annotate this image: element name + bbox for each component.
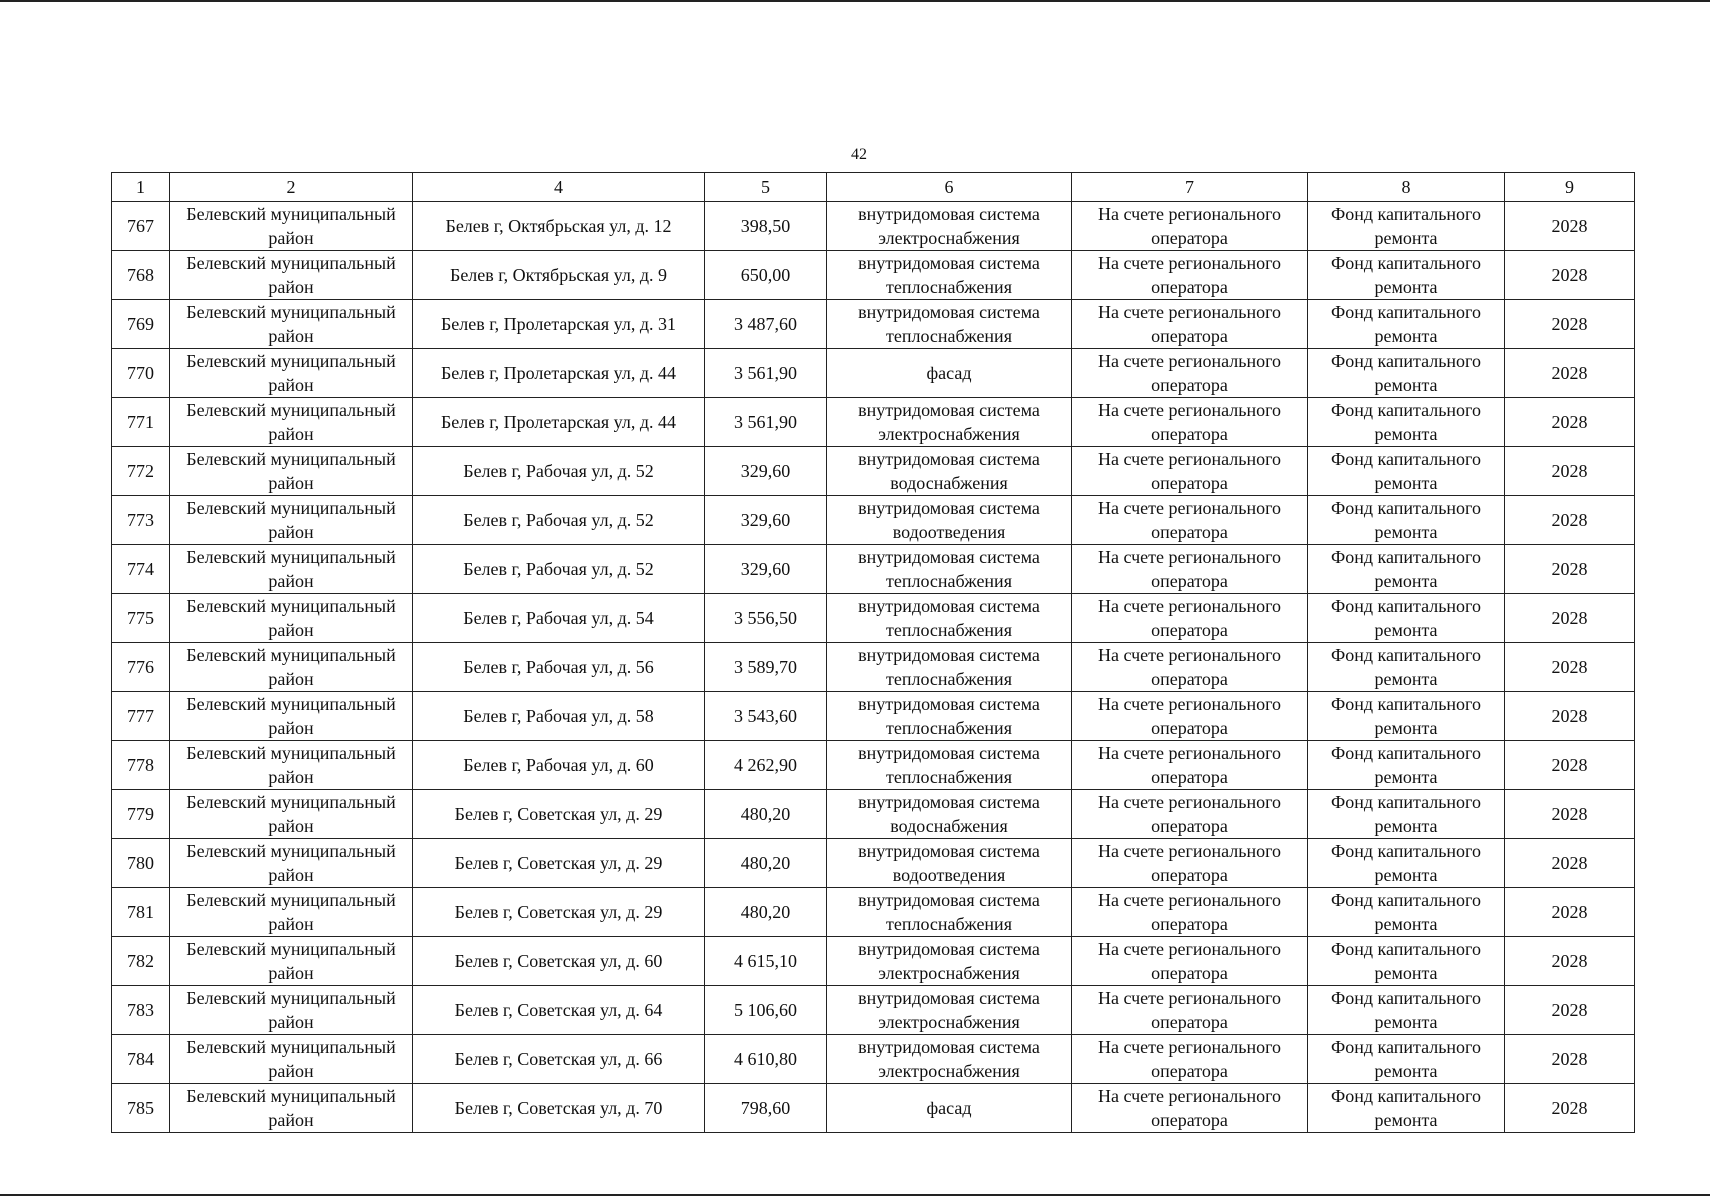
area-cell: 3 561,90	[705, 349, 827, 398]
repair-type-cell: внутридомовая система водоснабжения	[827, 447, 1072, 496]
row-number-cell: 770	[112, 349, 170, 398]
table-row	[112, 202, 1635, 251]
row-number-cell: 771	[112, 398, 170, 447]
funding-source-cell: Фонд капитального ремонта	[1308, 496, 1505, 545]
row-number-cell: 774	[112, 545, 170, 594]
district-cell: Белевский муниципальный район	[170, 349, 413, 398]
column-header-4: 4	[413, 173, 705, 202]
row-number-cell: 768	[112, 251, 170, 300]
top-border-line	[0, 0, 1710, 2]
funding-source-cell: Фонд капитального ремонта	[1308, 643, 1505, 692]
column-header-7: 7	[1072, 173, 1308, 202]
year-cell: 2028	[1505, 692, 1635, 741]
table-row	[112, 300, 1635, 349]
repair-type-cell: внутридомовая система водоотведения	[827, 839, 1072, 888]
repair-type-cell: внутридомовая система теплоснабжения	[827, 594, 1072, 643]
repair-type-cell: внутридомовая система водоснабжения	[827, 790, 1072, 839]
table-row	[112, 594, 1635, 643]
year-cell: 2028	[1505, 839, 1635, 888]
repair-type-cell: внутридомовая система электроснабжения	[827, 398, 1072, 447]
address-cell: Белев г, Пролетарская ул, д. 44	[413, 398, 705, 447]
area-cell: 3 487,60	[705, 300, 827, 349]
address-cell: Белев г, Советская ул, д. 64	[413, 986, 705, 1035]
repair-type-cell: внутридомовая система электроснабжения	[827, 1035, 1072, 1084]
account-method-cell: На счете регионального оператора	[1072, 545, 1308, 594]
address-cell: Белев г, Рабочая ул, д. 58	[413, 692, 705, 741]
account-method-cell: На счете регионального оператора	[1072, 888, 1308, 937]
repair-type-cell: внутридомовая система теплоснабжения	[827, 643, 1072, 692]
repair-type-cell: внутридомовая система теплоснабжения	[827, 545, 1072, 594]
column-header-1: 1	[112, 173, 170, 202]
row-number-cell: 784	[112, 1035, 170, 1084]
row-number-cell: 773	[112, 496, 170, 545]
area-cell: 398,50	[705, 202, 827, 251]
year-cell: 2028	[1505, 594, 1635, 643]
row-number-cell: 777	[112, 692, 170, 741]
repair-type-cell: внутридомовая система теплоснабжения	[827, 300, 1072, 349]
table-row	[112, 888, 1635, 937]
area-cell: 329,60	[705, 447, 827, 496]
repair-type-cell: внутридомовая система электроснабжения	[827, 986, 1072, 1035]
account-method-cell: На счете регионального оператора	[1072, 643, 1308, 692]
year-cell: 2028	[1505, 545, 1635, 594]
address-cell: Белев г, Советская ул, д. 66	[413, 1035, 705, 1084]
funding-source-cell: Фонд капитального ремонта	[1308, 545, 1505, 594]
area-cell: 650,00	[705, 251, 827, 300]
address-cell: Белев г, Советская ул, д. 29	[413, 839, 705, 888]
district-cell: Белевский муниципальный район	[170, 1035, 413, 1084]
funding-source-cell: Фонд капитального ремонта	[1308, 349, 1505, 398]
district-cell: Белевский муниципальный район	[170, 300, 413, 349]
funding-source-cell: Фонд капитального ремонта	[1308, 447, 1505, 496]
funding-source-cell: Фонд капитального ремонта	[1308, 790, 1505, 839]
repair-type-cell: внутридомовая система теплоснабжения	[827, 741, 1072, 790]
year-cell: 2028	[1505, 300, 1635, 349]
table-row	[112, 398, 1635, 447]
row-number-cell: 780	[112, 839, 170, 888]
table-row	[112, 349, 1635, 398]
repair-type-cell: внутридомовая система электроснабжения	[827, 937, 1072, 986]
repair-type-cell: внутридомовая система электроснабжения	[827, 202, 1072, 251]
area-cell: 4 610,80	[705, 1035, 827, 1084]
area-cell: 329,60	[705, 545, 827, 594]
account-method-cell: На счете регионального оператора	[1072, 790, 1308, 839]
table-row	[112, 839, 1635, 888]
repair-type-cell: внутридомовая система теплоснабжения	[827, 251, 1072, 300]
table-row	[112, 790, 1635, 839]
district-cell: Белевский муниципальный район	[170, 398, 413, 447]
year-cell: 2028	[1505, 986, 1635, 1035]
account-method-cell: На счете регионального оператора	[1072, 447, 1308, 496]
repair-type-cell: внутридомовая система теплоснабжения	[827, 692, 1072, 741]
district-cell: Белевский муниципальный район	[170, 496, 413, 545]
row-number-cell: 769	[112, 300, 170, 349]
funding-source-cell: Фонд капитального ремонта	[1308, 986, 1505, 1035]
funding-source-cell: Фонд капитального ремонта	[1308, 692, 1505, 741]
funding-source-cell: Фонд капитального ремонта	[1308, 937, 1505, 986]
account-method-cell: На счете регионального оператора	[1072, 398, 1308, 447]
district-cell: Белевский муниципальный район	[170, 790, 413, 839]
row-number-cell: 782	[112, 937, 170, 986]
table-row	[112, 692, 1635, 741]
address-cell: Белев г, Рабочая ул, д. 56	[413, 643, 705, 692]
year-cell: 2028	[1505, 790, 1635, 839]
address-cell: Белев г, Пролетарская ул, д. 44	[413, 349, 705, 398]
address-cell: Белев г, Рабочая ул, д. 54	[413, 594, 705, 643]
area-cell: 480,20	[705, 790, 827, 839]
area-cell: 4 262,90	[705, 741, 827, 790]
address-cell: Белев г, Советская ул, д. 60	[413, 937, 705, 986]
column-header-2: 2	[170, 173, 413, 202]
year-cell: 2028	[1505, 1084, 1635, 1133]
district-cell: Белевский муниципальный район	[170, 937, 413, 986]
funding-source-cell: Фонд капитального ремонта	[1308, 202, 1505, 251]
district-cell: Белевский муниципальный район	[170, 986, 413, 1035]
address-cell: Белев г, Рабочая ул, д. 60	[413, 741, 705, 790]
column-header-9: 9	[1505, 173, 1635, 202]
funding-source-cell: Фонд капитального ремонта	[1308, 741, 1505, 790]
year-cell: 2028	[1505, 888, 1635, 937]
address-cell: Белев г, Пролетарская ул, д. 31	[413, 300, 705, 349]
area-cell: 480,20	[705, 888, 827, 937]
table-row	[112, 937, 1635, 986]
repair-type-cell: фасад	[827, 1084, 1072, 1133]
column-header-8: 8	[1308, 173, 1505, 202]
funding-source-cell: Фонд капитального ремонта	[1308, 594, 1505, 643]
district-cell: Белевский муниципальный район	[170, 692, 413, 741]
year-cell: 2028	[1505, 741, 1635, 790]
row-number-cell: 781	[112, 888, 170, 937]
account-method-cell: На счете регионального оператора	[1072, 741, 1308, 790]
row-number-cell: 767	[112, 202, 170, 251]
account-method-cell: На счете регионального оператора	[1072, 496, 1308, 545]
capital-repair-table	[111, 172, 1635, 1133]
address-cell: Белев г, Советская ул, д. 29	[413, 888, 705, 937]
district-cell: Белевский муниципальный район	[170, 643, 413, 692]
table-body	[112, 173, 1635, 1133]
account-method-cell: На счете регионального оператора	[1072, 1035, 1308, 1084]
table-row	[112, 545, 1635, 594]
year-cell: 2028	[1505, 937, 1635, 986]
year-cell: 2028	[1505, 643, 1635, 692]
bottom-border-line	[0, 1194, 1710, 1196]
row-number-cell: 778	[112, 741, 170, 790]
funding-source-cell: Фонд капитального ремонта	[1308, 888, 1505, 937]
district-cell: Белевский муниципальный район	[170, 741, 413, 790]
repair-type-cell: внутридомовая система водоотведения	[827, 496, 1072, 545]
column-header-6: 6	[827, 173, 1072, 202]
account-method-cell: На счете регионального оператора	[1072, 251, 1308, 300]
account-method-cell: На счете регионального оператора	[1072, 986, 1308, 1035]
table-row	[112, 643, 1635, 692]
address-cell: Белев г, Советская ул, д. 29	[413, 790, 705, 839]
table-row	[112, 496, 1635, 545]
account-method-cell: На счете регионального оператора	[1072, 202, 1308, 251]
area-cell: 3 543,60	[705, 692, 827, 741]
row-number-cell: 783	[112, 986, 170, 1035]
address-cell: Белев г, Октябрьская ул, д. 12	[413, 202, 705, 251]
district-cell: Белевский муниципальный район	[170, 202, 413, 251]
district-cell: Белевский муниципальный район	[170, 447, 413, 496]
district-cell: Белевский муниципальный район	[170, 545, 413, 594]
district-cell: Белевский муниципальный район	[170, 839, 413, 888]
account-method-cell: На счете регионального оператора	[1072, 594, 1308, 643]
area-cell: 798,60	[705, 1084, 827, 1133]
account-method-cell: На счете регионального оператора	[1072, 349, 1308, 398]
district-cell: Белевский муниципальный район	[170, 594, 413, 643]
district-cell: Белевский муниципальный район	[170, 1084, 413, 1133]
funding-source-cell: Фонд капитального ремонта	[1308, 839, 1505, 888]
area-cell: 329,60	[705, 496, 827, 545]
year-cell: 2028	[1505, 1035, 1635, 1084]
year-cell: 2028	[1505, 202, 1635, 251]
address-cell: Белев г, Советская ул, д. 70	[413, 1084, 705, 1133]
account-method-cell: На счете регионального оператора	[1072, 839, 1308, 888]
district-cell: Белевский муниципальный район	[170, 251, 413, 300]
funding-source-cell: Фонд капитального ремонта	[1308, 1035, 1505, 1084]
funding-source-cell: Фонд капитального ремонта	[1308, 398, 1505, 447]
address-cell: Белев г, Октябрьская ул, д. 9	[413, 251, 705, 300]
repair-type-cell: фасад	[827, 349, 1072, 398]
area-cell: 4 615,10	[705, 937, 827, 986]
district-cell: Белевский муниципальный район	[170, 888, 413, 937]
account-method-cell: На счете регионального оператора	[1072, 692, 1308, 741]
area-cell: 480,20	[705, 839, 827, 888]
column-number-row	[112, 173, 1635, 202]
account-method-cell: На счете регионального оператора	[1072, 1084, 1308, 1133]
area-cell: 3 561,90	[705, 398, 827, 447]
funding-source-cell: Фонд капитального ремонта	[1308, 1084, 1505, 1133]
table-row	[112, 447, 1635, 496]
table-row	[112, 986, 1635, 1035]
area-cell: 3 556,50	[705, 594, 827, 643]
address-cell: Белев г, Рабочая ул, д. 52	[413, 447, 705, 496]
row-number-cell: 775	[112, 594, 170, 643]
row-number-cell: 785	[112, 1084, 170, 1133]
funding-source-cell: Фонд капитального ремонта	[1308, 300, 1505, 349]
year-cell: 2028	[1505, 398, 1635, 447]
area-cell: 5 106,60	[705, 986, 827, 1035]
row-number-cell: 779	[112, 790, 170, 839]
repair-type-cell: внутридомовая система теплоснабжения	[827, 888, 1072, 937]
column-header-5: 5	[705, 173, 827, 202]
table-row	[112, 251, 1635, 300]
account-method-cell: На счете регионального оператора	[1072, 300, 1308, 349]
year-cell: 2028	[1505, 447, 1635, 496]
table-row	[112, 1084, 1635, 1133]
year-cell: 2028	[1505, 251, 1635, 300]
year-cell: 2028	[1505, 349, 1635, 398]
table-row	[112, 741, 1635, 790]
page-number: 42	[851, 146, 867, 163]
address-cell: Белев г, Рабочая ул, д. 52	[413, 545, 705, 594]
funding-source-cell: Фонд капитального ремонта	[1308, 251, 1505, 300]
row-number-cell: 776	[112, 643, 170, 692]
address-cell: Белев г, Рабочая ул, д. 52	[413, 496, 705, 545]
area-cell: 3 589,70	[705, 643, 827, 692]
row-number-cell: 772	[112, 447, 170, 496]
year-cell: 2028	[1505, 496, 1635, 545]
account-method-cell: На счете регионального оператора	[1072, 937, 1308, 986]
table-row	[112, 1035, 1635, 1084]
